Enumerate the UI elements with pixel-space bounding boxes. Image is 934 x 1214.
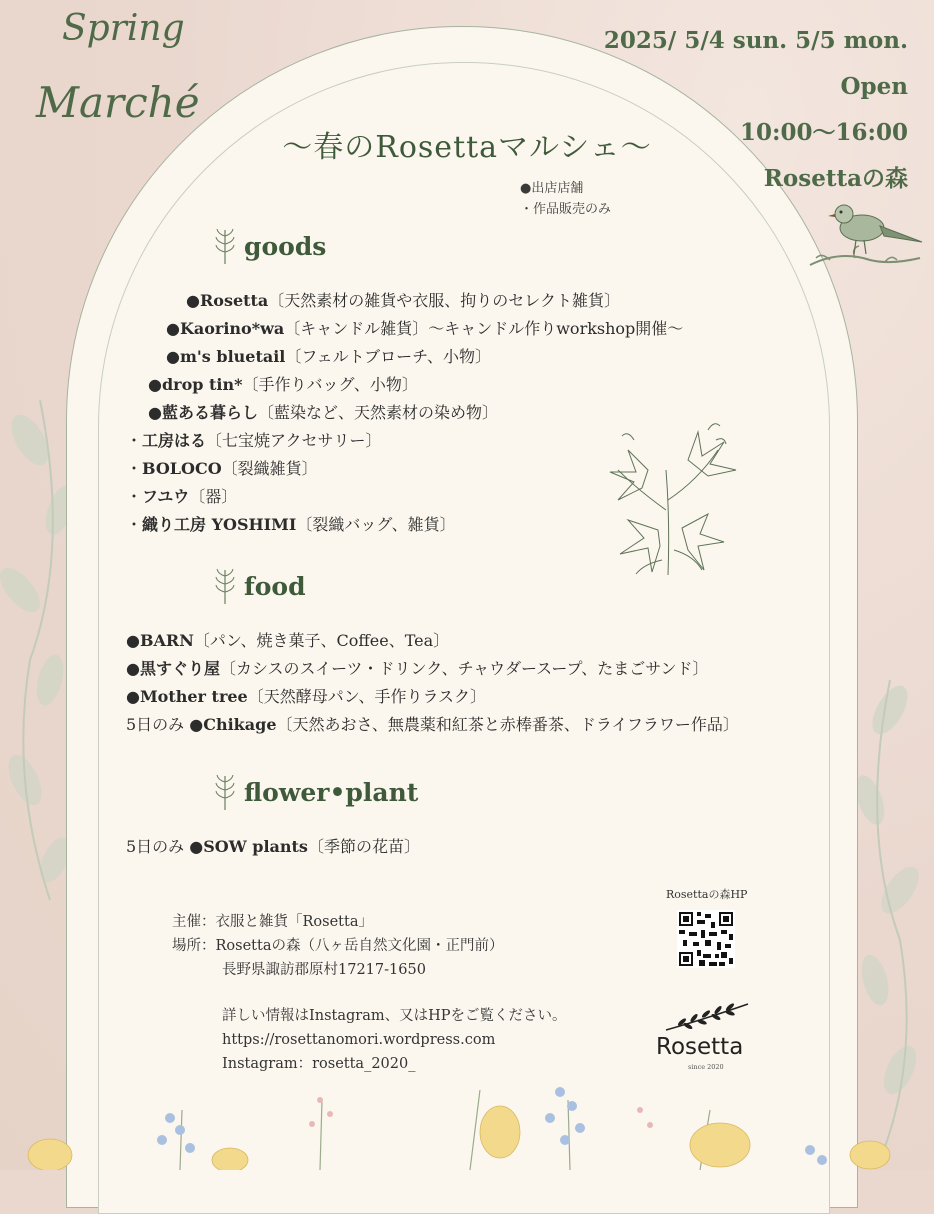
item-desc: 〔裂織雑貨〕 (221, 459, 318, 478)
event-hours: 10:00～16:00 (739, 119, 908, 146)
goods-heading-text: goods (244, 231, 327, 261)
item-bullet: ・ (126, 487, 143, 506)
goods-heading (214, 226, 326, 266)
leaf-sprig-icon (214, 226, 236, 266)
list-item (126, 512, 456, 535)
list-item (148, 372, 418, 395)
list-item (126, 684, 486, 707)
list-item (166, 316, 683, 339)
event-info-block (604, 18, 908, 202)
item-name: 黒すぐり屋 (139, 659, 220, 678)
item-name: SOW plants (203, 837, 308, 856)
item-desc: 〔天然酵母パン、手作りラスク〕 (247, 687, 486, 706)
item-bullet: ● (166, 319, 180, 338)
organizer-info (172, 910, 503, 982)
item-desc: 〔キャンドル雑貨〕～キャンドル作りworkshop開催～ (284, 319, 684, 338)
food-heading-text: food (244, 571, 306, 601)
legend-shop-label: ●出店店舗 (520, 181, 584, 196)
list-item (126, 656, 708, 679)
item-desc: 〔藍染など、天然素材の染め物〕 (257, 403, 498, 422)
item-name: BARN (139, 631, 194, 650)
address-line: 長野県諏訪郡原村17217-1650 (222, 962, 426, 978)
organizer-line: 主催：衣服と雑貨「Rosetta」 (172, 914, 373, 930)
flower-plant-heading (214, 772, 418, 812)
item-desc: 〔カシスのスイーツ・ドリンク、チャウダースープ、たまごサンド〕 (219, 659, 709, 678)
website-link[interactable]: https://rosettanomori.wordpress.com (222, 1032, 496, 1048)
legend-note (520, 178, 611, 220)
qr-label: Rosettaの森HP (666, 888, 748, 901)
item-bullet: ● (186, 291, 200, 310)
item-desc: 〔器〕 (189, 487, 238, 506)
flower-plant-heading-text: flower•plant (244, 777, 419, 807)
item-name: Chikage (203, 715, 277, 734)
rosetta-logo: Rosetta (656, 1034, 744, 1060)
item-bullet: ・ (126, 459, 143, 478)
qr-code-icon[interactable] (677, 910, 735, 968)
instagram-handle[interactable]: Instagram：rosetta_2020_ (222, 1056, 416, 1072)
item-bullet: ● (148, 403, 162, 422)
place-line: 場所：Rosettaの森（八ヶ岳自然文化園・正門前） (172, 938, 504, 954)
flower-border-icon (0, 1070, 934, 1170)
item-name: drop tin* (161, 375, 243, 394)
list-item (126, 428, 382, 451)
item-desc: 〔天然素材の雑貨や衣服、拘りのセレクト雑貨〕 (268, 291, 620, 310)
item-bullet: ● (126, 631, 140, 650)
item-desc: 〔季節の花苗〕 (307, 837, 420, 856)
item-name: Rosetta (199, 291, 269, 310)
legend-sale-only-label: ・作品販売のみ (520, 202, 612, 217)
item-desc: 〔七宝焼アクセサリー〕 (206, 431, 382, 450)
item-name: 織り工房 YOSHIMI (142, 515, 297, 534)
item-bullet: ● (126, 687, 140, 706)
leaf-sprig-icon (214, 566, 236, 606)
list-item (126, 484, 237, 507)
bird-icon (800, 190, 930, 280)
list-item (186, 288, 620, 311)
marche-script-title: Marché (36, 78, 200, 127)
page-title: ～春のRosettaマルシェ～ (282, 130, 652, 165)
details-line: 詳しい情報はInstagram、又はHPをご覧ください。 (222, 1008, 567, 1024)
logo-branch-icon (662, 998, 752, 1034)
list-item (148, 400, 498, 423)
item-bullet: ・ (126, 515, 143, 534)
item-bullet: 5日のみ ● (126, 715, 204, 734)
item-desc: 〔フェルトブローチ、小物〕 (285, 347, 491, 366)
lily-flower-icon (598, 410, 738, 580)
item-bullet: ● (148, 375, 162, 394)
event-open-label: Open (840, 73, 908, 100)
rosetta-logo-since: since 2020 (688, 1063, 724, 1071)
item-desc: 〔天然あおさ、無農薬和紅茶と赤棒番茶、ドライフラワー作品〕 (276, 715, 739, 734)
item-name: Kaorino*wa (179, 319, 285, 338)
list-item (126, 712, 739, 735)
item-desc: 〔裂織バッグ、雑貨〕 (296, 515, 456, 534)
item-bullet: ・ (126, 431, 143, 450)
list-item (126, 834, 420, 857)
contact-info (222, 1004, 567, 1076)
item-name: Mother tree (139, 687, 248, 706)
item-desc: 〔パン、焼き菓子、Coffee、Tea〕 (193, 631, 450, 650)
item-bullet: ● (166, 347, 180, 366)
event-venue: Rosettaの森 (763, 165, 908, 192)
item-name: 工房はる (142, 431, 207, 450)
item-name: フユウ (142, 487, 190, 506)
food-heading (214, 566, 306, 606)
spring-script-title: Spring (62, 8, 185, 49)
event-date: 2025/ 5/4 sun. 5/5 mon. (603, 27, 908, 54)
leaf-sprig-icon (214, 772, 236, 812)
item-name: BOLOCO (142, 459, 222, 478)
item-bullet: 5日のみ ● (126, 837, 204, 856)
list-item (126, 456, 318, 479)
list-item (166, 344, 491, 367)
list-item (126, 628, 449, 651)
item-name: 藍ある暮らし (161, 403, 258, 422)
item-name: m's bluetail (179, 347, 286, 366)
item-bullet: ● (126, 659, 140, 678)
item-desc: 〔手作りバッグ、小物〕 (242, 375, 418, 394)
